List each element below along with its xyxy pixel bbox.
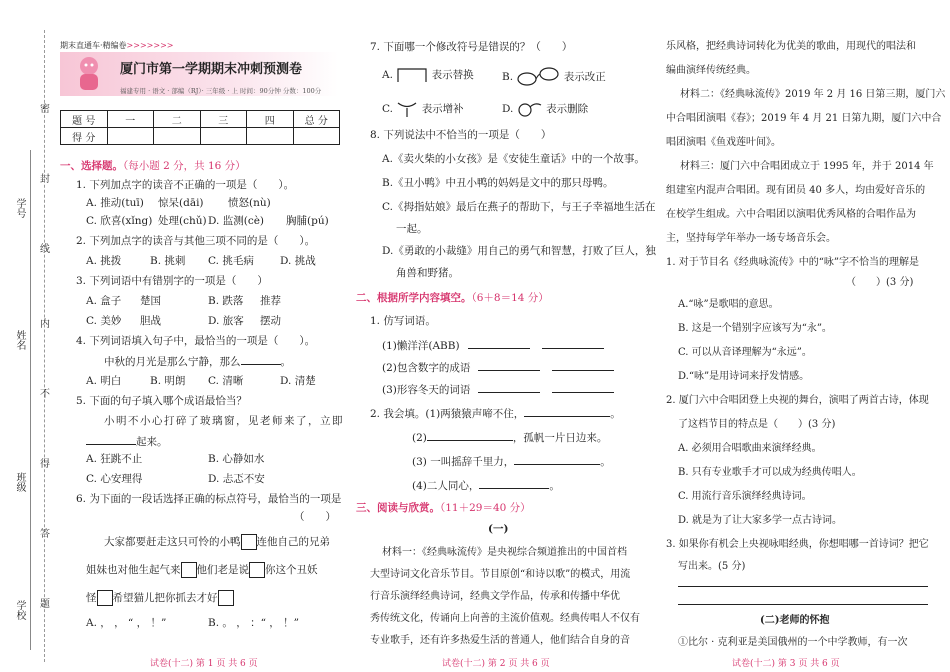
page-footer-2: 试卷(十二) 第 2 页 共 6 页 <box>442 659 550 669</box>
exam-title: 厦门市第一学期期末冲刺预测卷 <box>120 62 303 77</box>
passage-1-line-3: 行音乐演绎经典诗词，经典文学作品，传承和传播中华优 <box>370 591 620 602</box>
q2-option-b[interactable]: B. 挑刺 <box>150 255 186 267</box>
score-header-cell: 一 <box>107 111 154 128</box>
score-header-cell: 二 <box>154 111 201 128</box>
score-cell[interactable] <box>200 128 247 145</box>
binding-line-2 <box>30 150 31 650</box>
q3-stem: 3. 下列词语中有错别字的一项是（ ） <box>76 275 268 287</box>
punct-box[interactable] <box>97 590 113 606</box>
fill-blank[interactable] <box>542 338 604 349</box>
score-header-cell: 题 号 <box>61 111 108 128</box>
q7-option-b[interactable]: B. 表示改正 <box>502 66 606 88</box>
binding-char-8: 题 <box>40 599 50 610</box>
page-footer-1: 试卷(十二) 第 1 页 共 6 页 <box>150 659 258 669</box>
q1-option-a-word3: 愤怒(nù) <box>228 197 271 209</box>
passage-1-line-2: 大型诗词文化音乐节目。节目原创“和诗以歌”的模式，用流 <box>370 569 631 580</box>
q6-paragraph-line-3: 怪 希望猫儿把你抓去才好 <box>86 590 234 606</box>
q1-option-c[interactable]: C. 欣喜(xǐng) <box>86 215 153 227</box>
correction-mark-icon <box>516 66 560 88</box>
insert-mark-icon <box>396 100 418 118</box>
delete-mark-icon <box>517 100 543 118</box>
q7-option-d[interactable]: D. 表示删除 <box>502 100 588 118</box>
score-cell[interactable] <box>154 128 201 145</box>
q5-option-b[interactable]: B. 心静如水 <box>208 453 265 465</box>
q2-stem: 2. 下列加点字的读音与其他三项不同的是（ ）。 <box>76 235 316 247</box>
punct-box[interactable] <box>241 534 257 550</box>
q2-option-a[interactable]: A. 挑拨 <box>86 255 122 267</box>
section-3-title: 三、阅读与欣赏。（11＋29＝40 分） <box>356 502 531 514</box>
reading-q3-answer-line-2[interactable] <box>678 604 928 605</box>
fill1-b: (2)包含数字的成语 <box>382 360 614 375</box>
reading-q2-option-a[interactable]: A. 必须用合唱歌曲来演绎经典。 <box>678 443 822 454</box>
reading-q2-stem-1: 2. 厦门六中合唱团登上央视的舞台，演唱了两首古诗，体现 <box>666 395 929 406</box>
material-1-continued-2: 编曲演绎传统经典。 <box>666 65 756 76</box>
q1-stem: 1. 下列加点字的读音不正确的一项是（ ）。 <box>76 179 295 191</box>
score-table <box>60 110 340 145</box>
binding-char-2: 封 <box>40 174 50 185</box>
q8-option-c-line-2: 一起。 <box>396 223 428 235</box>
q7-option-c[interactable]: C. 表示增补 <box>382 100 464 118</box>
section-2-title: 二、根据所学内容填空。（6＋8＝14 分） <box>356 292 549 304</box>
fill2-b: (2) ，孤帆一片日边来。 <box>412 432 608 444</box>
binding-char-7: 答 <box>40 529 50 540</box>
q1-option-c-word2: 处理(chǔ) <box>158 215 207 227</box>
score-table-header-row <box>61 111 340 128</box>
q8-stem: 8. 下列说法中不恰当的一项是（ ） <box>370 129 552 141</box>
fill2-a: 2. 我会填。(1)两猿猿声啼不住， 。 <box>370 408 621 420</box>
reading-q3-answer-line-1[interactable] <box>678 586 928 587</box>
exam-info: 福建专用 · 语文 · 部编（RJ）· 三年级 · 上 时间：90分钟 分数：100分 <box>120 87 322 95</box>
q6-option-a[interactable]: A. ， ， “ ， ！” <box>86 617 167 629</box>
fill-blank[interactable] <box>427 430 513 441</box>
fill2-d: (4)二人同心， 。 <box>412 480 560 492</box>
fill-blank[interactable] <box>524 406 610 417</box>
material-2-line-2: 中合唱团演唱《春》；2019 年 4 月 21 日第九期，厦门六中合 <box>666 113 942 124</box>
fill1-a: (1)懒洋洋(ABB) <box>382 338 604 353</box>
reading-q2-option-b[interactable]: B. 只有专业歌手才可以成为经典传唱人。 <box>678 467 862 478</box>
binding-char-4: 内 <box>40 319 50 330</box>
q6-answer-paren[interactable]: （ ） <box>294 511 336 523</box>
q2-option-c[interactable]: C. 挑毛病 <box>208 255 254 267</box>
binding-margin <box>0 0 56 672</box>
score-table-score-row <box>61 128 340 145</box>
material-3-line-2: 组建室内混声合唱团。现有团员 40 多人，均由爱好音乐的 <box>666 185 926 196</box>
q3-option-d-word2: 摆动 <box>260 315 281 327</box>
fill1-stem: 1. 仿写词语。 <box>370 315 436 327</box>
material-1-continued-1: 乐风格，把经典诗词转化为优美的歌曲，用现代的唱法和 <box>666 41 916 52</box>
reading-q1-option-a[interactable]: A.“咏”是歌唱的意思。 <box>678 299 779 310</box>
series-label: 期末直通车·精编卷>>>>>>> <box>60 41 174 50</box>
q4-option-c[interactable]: C. 清晰 <box>208 375 244 387</box>
q5-option-c[interactable]: C. 心安理得 <box>86 473 143 485</box>
q4-option-d[interactable]: D. 清楚 <box>280 375 316 387</box>
fill-blank[interactable] <box>478 382 540 393</box>
score-cell[interactable] <box>107 128 154 145</box>
score-header-cell: 四 <box>247 111 294 128</box>
q8-option-b[interactable]: B.《丑小鸭》中丑小鸭的妈妈是文中的那只母鸭。 <box>382 177 614 189</box>
fill-blank[interactable] <box>478 360 540 371</box>
q7-stem: 7. 下面哪一个修改符号是错误的？（ ） <box>370 41 573 53</box>
q6-paragraph-line-2: 姐妹也对他生起气来 他们老是说 你这个丑妖 <box>86 564 318 576</box>
q8-option-a[interactable]: A.《卖火柴的小女孩》是《安徒生童话》中的一个故事。 <box>382 153 645 165</box>
score-header-cell: 三 <box>200 111 247 128</box>
material-3-line-3: 在校学生组成。六中合唱团以演唱优秀风格的合唱作品为 <box>666 209 916 220</box>
q4-stem: 4. 下列词语填入句子中，最恰当的一项是（ ）。 <box>76 335 316 347</box>
q8-option-d-line-2: 角兽和野猪。 <box>396 267 459 279</box>
q4-option-a[interactable]: A. 明白 <box>86 375 122 387</box>
q8-option-c-line-1[interactable]: C.《拇指姑娘》最后在燕子的帮助下，与王子幸福地生活在 <box>382 201 656 213</box>
fill2-c: (3) 一叫摇辞千里力， 。 <box>412 456 611 468</box>
student-id-label: 学号 <box>14 198 25 218</box>
q3-option-b-word2: 推荐 <box>260 295 281 307</box>
q1-option-d[interactable]: D. 监测(cè) <box>208 215 265 227</box>
section-1-title: 一、选择题。（每小题 2 分，共 16 分） <box>60 160 246 172</box>
q8-option-d-line-1[interactable]: D.《勇敢的小裁缝》用自己的勇气和智慧，打败了巨人，独 <box>382 245 656 257</box>
passage-1-line-5: 专业歌手，还有许多热爱生活的普通人，他们结合自身的音 <box>370 635 630 646</box>
q4-blank[interactable] <box>241 354 281 365</box>
passage-2-heading: (二)老师的怀抱 <box>760 615 830 626</box>
q3-option-d[interactable]: D. 旅客 <box>208 315 244 327</box>
q1-option-a[interactable]: A. 推动(tuī) <box>86 197 144 209</box>
page-footer-3: 试卷(十二) 第 3 页 共 6 页 <box>732 659 840 669</box>
score-cell[interactable] <box>247 128 294 145</box>
binding-char-6: 得 <box>40 459 50 470</box>
q6-option-b[interactable]: B. 。 ， ：“ ， ！” <box>208 617 299 629</box>
reading-q1-option-c[interactable]: C. 可以从音译理解为“永远”。 <box>678 347 812 358</box>
reading-q3-stem-1: 3. 如果你有机会上央视咏唱经典，你想唱哪一首诗词？把它 <box>666 539 929 550</box>
passage-1-line-1: 材料一：《经典咏流传》是央视综合频道推出的中国首档 <box>382 547 627 558</box>
q5-option-a[interactable]: A. 狂跳不止 <box>86 453 143 465</box>
score-cell[interactable] <box>293 128 340 145</box>
q3-option-a-word2: 楚国 <box>140 295 161 307</box>
fill-blank[interactable] <box>514 454 600 465</box>
column-3 <box>656 0 946 672</box>
column-2 <box>352 0 656 672</box>
reading-q1-option-d[interactable]: D.“咏”是用诗词来抒发情感。 <box>678 371 810 382</box>
fill-blank[interactable] <box>552 382 614 393</box>
punct-box[interactable] <box>181 562 197 578</box>
binding-char-5: 不 <box>40 389 50 400</box>
binding-char-3: 线 <box>40 244 50 255</box>
q7-option-a[interactable]: A. 表示替换 <box>382 66 474 84</box>
q4-option-b[interactable]: B. 明朗 <box>150 375 186 387</box>
reading-q2-stem-2: 了这档节目的特点是（ ）(3 分) <box>678 419 836 430</box>
fill-blank[interactable] <box>479 478 549 489</box>
fill-blank[interactable] <box>468 338 530 349</box>
q5-blank[interactable] <box>86 434 136 445</box>
binding-char-1: 密 <box>40 104 50 115</box>
fill1-c: (3)形容冬天的词语 <box>382 382 614 397</box>
punct-box[interactable] <box>249 562 265 578</box>
q3-option-c[interactable]: C. 美妙 <box>86 315 122 327</box>
q2-option-d[interactable]: D. 挑战 <box>280 255 316 267</box>
q1-option-d-word2: 胸脯(pú) <box>286 215 329 227</box>
q3-option-b[interactable]: B. 跌落 <box>208 295 244 307</box>
q6-paragraph-line-1: 大家都要赶走这只可怜的小鸭 连他自己的兄弟 <box>104 536 330 548</box>
reading-q1-stem: 1. 对于节目名《经典咏流传》中的“咏”字不恰当的理解是 <box>666 257 919 268</box>
q5-option-d[interactable]: D. 忐忑不安 <box>208 473 265 485</box>
passage-1-heading: (一) <box>488 523 509 535</box>
column-1 <box>58 0 344 672</box>
q4-sentence: 中秋的月光是那么宁静，那么 。 <box>104 356 291 368</box>
material-3-line-1: 材料三：厦门六中合唱团成立于 1995 年，并于 2014 年 <box>680 161 934 172</box>
passage-2-line-1: ①比尔 · 克利亚是美国俄州的一个中学教师，有一次 <box>678 637 908 648</box>
score-header-cell: 总 分 <box>293 111 340 128</box>
q5-sentence-1: 小明不小心打碎了玻璃窗，见老师来了，立即 <box>104 415 344 427</box>
punct-box[interactable] <box>218 590 234 606</box>
q6-stem: 6. 为下面的一段话选择正确的标点符号，最恰当的一项是 <box>76 493 342 505</box>
mascot-icon <box>72 54 106 94</box>
score-row-label: 得 分 <box>61 128 108 145</box>
class-label: 班级 <box>14 472 25 492</box>
reading-q2-option-d[interactable]: D. 就是为了让大家多学一点古诗词。 <box>678 515 843 526</box>
binding-line-1 <box>44 30 45 662</box>
reading-q3-stem-2: 写出来。(5 分) <box>678 561 746 572</box>
fill-blank[interactable] <box>552 360 614 371</box>
q3-option-c-word2: 胆战 <box>140 315 161 327</box>
name-label: 姓名 <box>14 330 25 350</box>
q3-option-a[interactable]: A. 盒子 <box>86 295 122 307</box>
replace-mark-icon <box>396 66 428 84</box>
reading-q2-option-c[interactable]: C. 用流行音乐演绎经典诗词。 <box>678 491 812 502</box>
passage-1-line-4: 秀传统文化，传诵向上向善的主流价值观。经典传唱人不仅有 <box>370 613 640 624</box>
q5-sentence-2: 起来。 <box>86 434 168 449</box>
q5-stem: 5. 下面的句子填入哪个成语最恰当？ <box>76 395 247 407</box>
material-2-line-3: 唱团演唱《鱼戏莲叶间》。 <box>666 137 781 148</box>
material-3-line-4: 主，坚持每学年举办一场专场音乐会。 <box>666 233 836 244</box>
reading-q1-score[interactable]: （ ）(3 分) <box>846 277 914 288</box>
q1-option-a-word2: 惊呆(dāi) <box>158 197 204 209</box>
reading-q1-option-b[interactable]: B. 这是一个错别字应该写为“永”。 <box>678 323 832 334</box>
school-label: 学校 <box>14 600 25 620</box>
material-2-line-1: 材料二：《经典咏流传》2019 年 2 月 16 日第三期，厦门六 <box>680 89 946 100</box>
